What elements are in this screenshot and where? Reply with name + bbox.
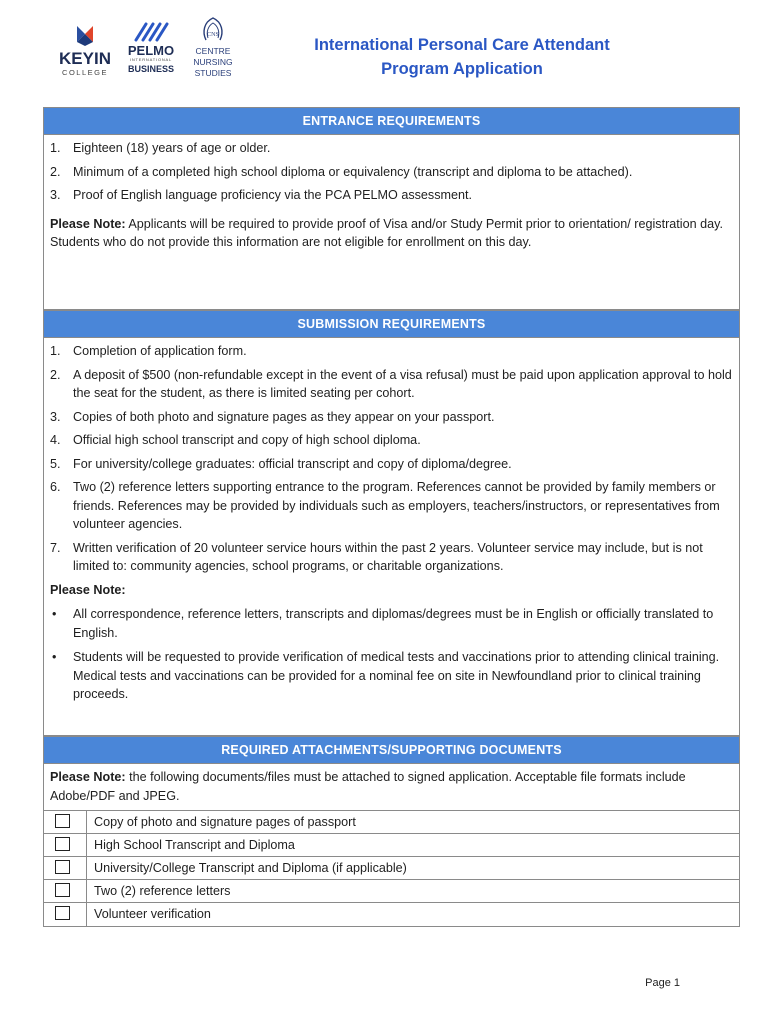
bullet-icon: • <box>52 607 57 621</box>
entrance-requirements-section <box>43 107 740 310</box>
submission-bullet <box>50 605 733 642</box>
item-number: 3. <box>50 409 61 424</box>
item-number: 2. <box>50 367 61 382</box>
svg-text:INTERNATIONAL: INTERNATIONAL <box>129 57 173 62</box>
note-text: the following documents/files must be attached to signed application. Acceptable file formats include Adobe/PDF and JPEG. <box>50 770 686 803</box>
entrance-item <box>50 139 733 158</box>
note-label: Please Note: <box>50 770 126 784</box>
keyin-mark-icon <box>55 24 115 80</box>
document-title <box>262 33 662 81</box>
attachment-checkbox[interactable] <box>55 883 70 897</box>
required-attachments-header: REQUIRED ATTACHMENTS/SUPPORTING DOCUMENTS <box>44 737 739 764</box>
svg-text:NURSING: NURSING <box>193 57 233 67</box>
item-text: For university/college graduates: official transcript and copy of diploma/degree. <box>73 456 512 471</box>
svg-text:CENTRE: CENTRE <box>195 46 231 56</box>
attachment-label: Volunteer verification <box>94 907 211 921</box>
attachment-row <box>44 857 739 880</box>
note-label: Please Note: <box>50 582 126 597</box>
submission-bullet <box>50 648 733 704</box>
submission-item <box>50 455 733 474</box>
entrance-requirements-header: ENTRANCE REQUIREMENTS <box>44 108 739 135</box>
item-number: 6. <box>50 480 61 494</box>
attachment-row <box>44 811 739 834</box>
item-number: 1. <box>50 344 61 358</box>
item-text: Official high school transcript and copy of high school diploma. <box>73 433 421 447</box>
pelmo-mark-icon <box>122 18 180 78</box>
submission-item <box>50 431 733 450</box>
attachment-label: University/College Transcript and Diploma (if applicable) <box>94 861 407 875</box>
checkbox-cell <box>44 834 87 856</box>
attachment-row <box>44 903 739 926</box>
bullet-text: All correspondence, reference letters, transcripts and diplomas/degrees must be in English or officially translated to English. <box>73 607 714 640</box>
item-number: 2. <box>50 164 61 179</box>
svg-text:KEYIN: KEYIN <box>59 49 111 68</box>
attachment-checkbox[interactable] <box>55 814 70 828</box>
keyin-college-logo <box>55 24 115 80</box>
svg-text:PELMO: PELMO <box>127 43 175 58</box>
submission-item <box>50 408 733 427</box>
checkbox-cell <box>44 811 87 833</box>
item-number: 1. <box>50 141 61 155</box>
svg-text:COLLEGE: COLLEGE <box>62 68 108 77</box>
entrance-item <box>50 163 733 182</box>
item-text: Completion of application form. <box>73 344 247 358</box>
item-number: 3. <box>50 188 61 202</box>
submission-item <box>50 478 733 534</box>
note-text: Applicants will be required to provide proof of Visa and/or Study Permit prior to orientation/ registration day. Students who do not provide this information are not eligible for enrollment on this day. <box>50 216 723 249</box>
attachment-label: Copy of photo and signature pages of passport <box>94 815 356 829</box>
attachment-checkbox[interactable] <box>55 837 70 851</box>
item-text: A deposit of $500 (non-refundable except in the event of a visa refusal) must be paid upon application approval to hold the seat for the student, as there is limited seating per cohort. <box>73 367 732 400</box>
item-text: Copies of both photo and signature pages as they appear on your passport. <box>73 409 495 424</box>
note-label: Please Note: <box>50 216 126 231</box>
submission-item <box>50 539 733 576</box>
bullet-text: Students will be requested to provide verification of medical tests and vaccinations prior to attending clinical training. Medical tests and vaccinations can be provided for a nominal fee on site in Newfoundland prior to clinical training proceeds. <box>73 650 720 701</box>
item-number: 4. <box>50 433 61 447</box>
checkbox-cell <box>44 903 87 926</box>
item-text: Written verification of 20 volunteer service hours within the past 2 years. Volunteer service may include, but is not limited to: community agencies, school programs, or charitable organizations. <box>73 540 703 573</box>
svg-text:CNS: CNS <box>207 32 219 38</box>
cns-mark-icon <box>188 14 238 84</box>
item-text: Two (2) reference letters supporting entrance to the program. References cannot be provided by family members or friends. References may be provided by individuals such as employers, teachers/instructors, or representatives from volunteer agencies. <box>73 480 720 531</box>
submission-requirements-header: SUBMISSION REQUIREMENTS <box>44 311 739 338</box>
item-number: 7. <box>50 540 61 555</box>
attachment-row <box>44 834 739 857</box>
item-number: 5. <box>50 456 61 471</box>
submission-requirements-section <box>43 310 740 736</box>
attachment-label: High School Transcript and Diploma <box>94 838 295 852</box>
item-text: Minimum of a completed high school diploma or equivalency (transcript and diploma to be attached). <box>73 164 633 179</box>
required-attachments-section <box>43 736 740 927</box>
attachment-checkbox[interactable] <box>55 860 70 874</box>
page-header <box>0 0 770 100</box>
centre-nursing-studies-logo <box>188 14 238 84</box>
attachment-label: Two (2) reference letters <box>94 884 231 898</box>
entrance-note <box>50 215 733 252</box>
submission-item <box>50 366 733 403</box>
svg-text:STUDIES: STUDIES <box>194 68 232 78</box>
bullet-icon: • <box>52 650 57 664</box>
attachments-note <box>44 764 739 811</box>
submission-item <box>50 342 733 361</box>
item-text: Proof of English language proficiency via the PCA PELMO assessment. <box>73 188 473 202</box>
checkbox-cell <box>44 857 87 879</box>
entrance-item <box>50 186 733 205</box>
pelmo-business-logo <box>122 18 180 78</box>
page-number: Page 1 <box>645 977 680 989</box>
checkbox-cell <box>44 880 87 902</box>
title-line-2: Program Application <box>381 60 543 78</box>
svg-text:BUSINESS: BUSINESS <box>127 64 175 74</box>
attachment-row <box>44 880 739 903</box>
title-line-1: International Personal Care Attendant <box>314 36 610 54</box>
item-text: Eighteen (18) years of age or older. <box>73 141 271 155</box>
submission-note-label-row <box>50 581 733 600</box>
attachment-checkbox[interactable] <box>55 906 70 920</box>
